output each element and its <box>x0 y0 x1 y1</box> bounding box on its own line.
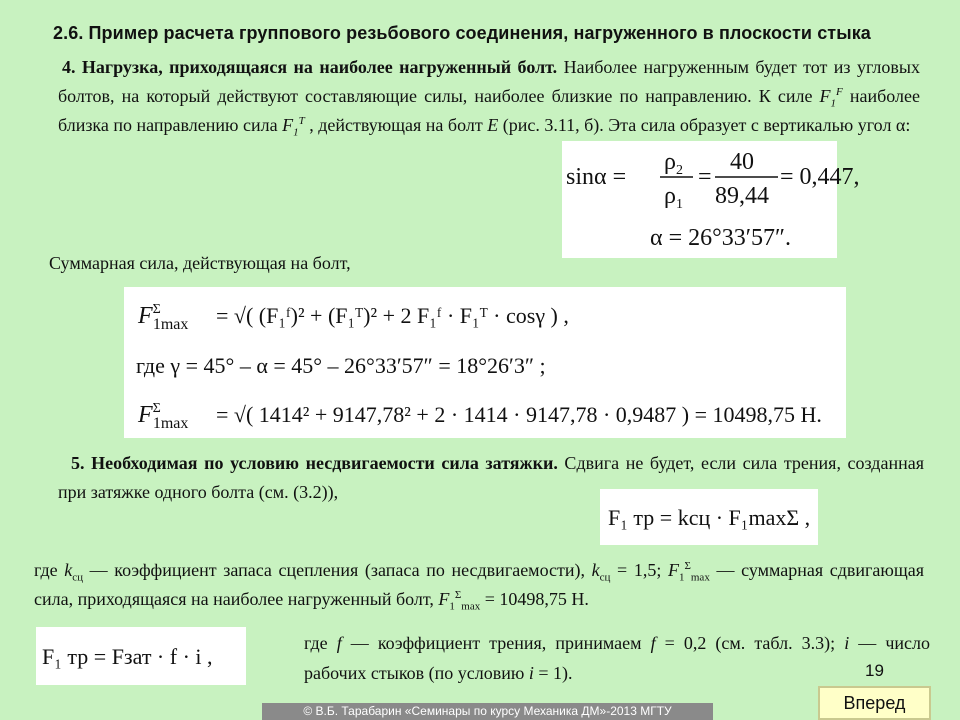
gamma-line: где γ = 45° – α = 45° – 26°33′57″ = 18°26′3″ ; <box>136 353 546 378</box>
fmax-rhs-1: = √( (F₁ᶠ)² + (F₁ᵀ)² + 2 F₁ᶠ · F₁ᵀ · cosγ ) , <box>216 303 569 328</box>
where-f-paragraph <box>304 628 930 688</box>
eq-sign: = <box>698 164 712 190</box>
k-coef-2: k <box>591 560 600 580</box>
next-button[interactable]: Вперед <box>818 686 931 720</box>
where2-text-a: где <box>304 633 337 653</box>
force-f1t <box>282 115 305 139</box>
i-coef-2: i <box>528 663 534 683</box>
formula-sin-alpha-svg <box>562 141 860 258</box>
fmax-lhs-2: $F^\Sigma$ 1max <box>138 401 189 432</box>
formula-sin-alpha <box>562 141 860 258</box>
friction-force-2-text: F₁ тр = Fзат · f · i , <box>42 644 213 669</box>
where1-text-d: — суммарная сдвигающая сила, приходящаяся на наиболее нагруженный болт, <box>34 560 925 609</box>
section-4-text-a: Наиболее нагруженным будет тот из угловых болтов, на который действуют составляющие силы, наиболее близкие по направлению. К силе <box>58 57 920 106</box>
force-f1f-sub: 1 <box>830 97 837 110</box>
section-5-text: Сдвига не будет, если сила трения, созданная при затяжке одного болта (см. (3.2)), <box>58 453 924 502</box>
fmax-rhs-2: = √( 1414² + 9147,78² + 2 · 1414 · 9147,78 · 0,9487 ) = 10498,75 Н. <box>216 402 822 427</box>
force-f1f-sup: F <box>836 86 843 98</box>
where1-text-a: где <box>34 560 65 580</box>
section-4-heading: 4. Нагрузка, приходящаяся на наиболее нагруженный болт. <box>62 57 558 77</box>
k-coef-sub: сц <box>72 571 84 584</box>
formula-sum-force <box>124 287 846 438</box>
formula-friction-force-2-svg <box>36 627 246 685</box>
bolt-label: E <box>487 115 499 135</box>
sin-numerator: 40 <box>730 149 754 175</box>
formula-sum-force-svg <box>124 287 846 438</box>
slide-title: 2.6. Пример расчета группового резьбового соединения, нагруженного в плоскости стыка <box>53 23 871 43</box>
where2-text-d: — число рабочих стыков (по условию <box>304 633 930 683</box>
page-number: 19 <box>865 661 884 680</box>
section-5-heading: 5. Необходимая по условию несдвигаемости сила затяжки. <box>71 453 558 473</box>
where2-text-e: = 1). <box>533 663 573 683</box>
where1-text-b: — коэффициент запаса сцепления (запаса по несдвигаемости), <box>83 560 592 580</box>
where-k-paragraph <box>34 556 924 614</box>
formula-friction-force-2 <box>36 627 246 685</box>
where2-text-b: — коэффициент трения, принимаем <box>341 633 651 653</box>
f1max-2-sup: Σ <box>454 589 462 601</box>
f1max-2-sub: 1 <box>449 600 455 613</box>
force-f1f <box>819 86 843 110</box>
section-4-text-c: , действующая на болт <box>304 115 488 135</box>
where1-text-c: = 1,5; <box>610 560 668 580</box>
formula-friction-force-svg <box>600 489 818 545</box>
rho1: $\rho_1$ <box>664 183 683 212</box>
k-coef: k <box>64 560 73 580</box>
where2-text-c: = 0,2 (см. табл. 3.3); <box>655 633 845 653</box>
section-4-text-d: (рис. 3.11, б). Эта сила образует с вертикалью угол α: <box>498 115 911 135</box>
f1max: F <box>667 560 679 580</box>
friction-force-text: F₁ тр = kсц · F₁maxΣ , <box>608 505 811 530</box>
section-4-paragraph <box>58 53 920 140</box>
f1max-sub: 1 <box>678 571 685 584</box>
sum-force-text: Суммарная сила, действующая на болт, <box>49 253 351 273</box>
force-f1t-sup: T <box>298 115 305 127</box>
force-f1t-letter: F <box>282 115 294 135</box>
sin-result: = 0,447, <box>780 164 860 190</box>
f1max-2-sub2: max <box>461 600 481 613</box>
f1max-sub2: max <box>690 571 710 584</box>
force-f1f-letter: F <box>819 86 831 106</box>
f1max-2: F <box>438 589 450 609</box>
f-coef: f <box>336 633 342 653</box>
f1max-sup: Σ <box>684 560 691 572</box>
footer-copyright: © В.Б. Тарабарин «Семинары по курсу Механика ДМ»-2013 МГТУ <box>262 703 713 720</box>
sin-lhs: sinα = <box>566 164 627 190</box>
rho2: $\rho_2$ <box>664 149 683 178</box>
f-coef-2: f <box>650 633 656 653</box>
formula-friction-force <box>600 489 818 545</box>
k-coef-2-sub: сц <box>599 571 611 584</box>
i-coef: i <box>844 633 850 653</box>
fmax-lhs-1: $F^\Sigma$ 1max <box>138 302 189 333</box>
alpha-value: α = 26°33′57″. <box>650 225 791 251</box>
where1-text-e: = 10498,75 Н. <box>480 589 589 609</box>
force-f1t-sub: 1 <box>293 126 299 139</box>
section-4-text-b: наиболее близка по направлению сила <box>58 86 920 135</box>
sin-denominator: 89,44 <box>715 183 769 209</box>
